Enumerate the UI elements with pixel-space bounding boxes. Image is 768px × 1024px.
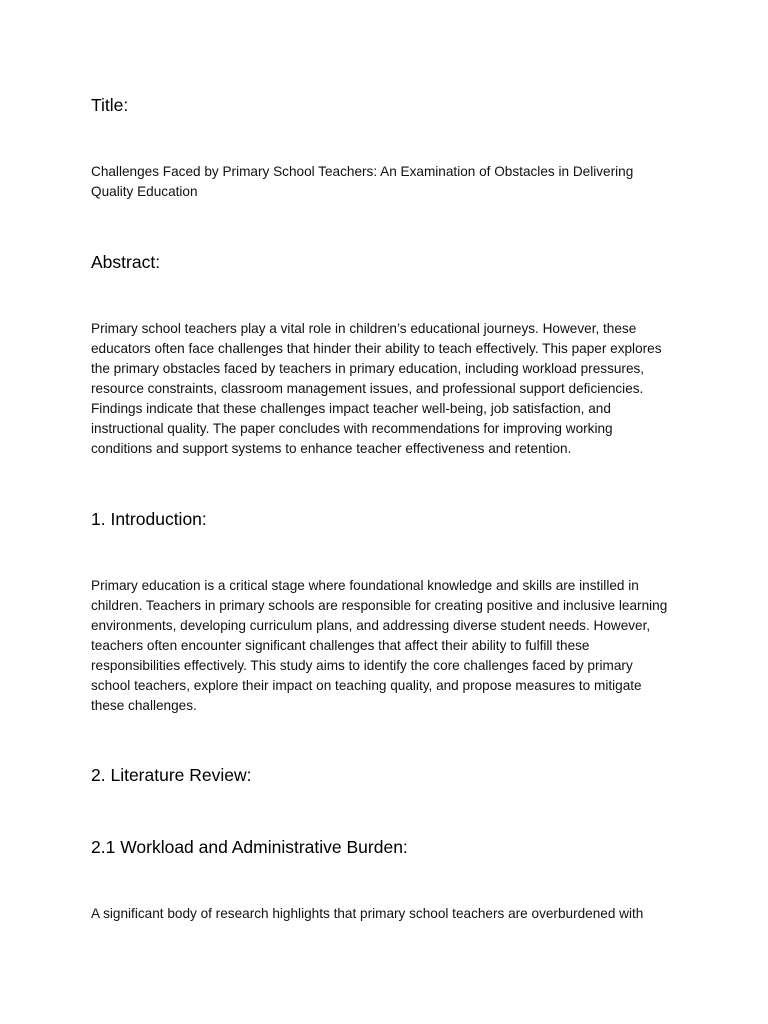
abstract-line: instructional quality. The paper concludes with recommendations for improving working: [91, 421, 613, 436]
workload-text: [91, 904, 691, 924]
abstract-heading: Abstract:: [91, 252, 161, 272]
workload-heading: 2.1 Workload and Administrative Burden:: [91, 837, 408, 857]
introduction-line: environments, developing curriculum plans, and addressing diverse student needs. However,: [91, 618, 651, 633]
introduction-line: children. Teachers in primary schools are responsible for creating positive and inclusive learning: [91, 598, 668, 613]
abstract-line: the primary obstacles faced by teachers in primary education, including workload pressures,: [91, 361, 645, 376]
abstract-line: resource constraints, classroom management issues, and professional support deficiencies.: [91, 381, 644, 396]
introduction-heading: 1. Introduction:: [91, 509, 207, 529]
title-line: Challenges Faced by Primary School Teachers: An Examination of Obstacles in Delivering: [91, 164, 634, 179]
abstract-line: educators often face challenges that hinder their ability to teach effectively. This paper explores: [91, 341, 662, 356]
introduction-line: teachers often encounter significant challenges that affect their ability to fulfill these: [91, 638, 590, 653]
introduction-text: [91, 576, 691, 716]
abstract-line: Primary school teachers play a vital role in children’s educational journeys. However, these: [91, 321, 637, 336]
title-heading: Title:: [91, 95, 129, 115]
introduction-line: responsibilities effectively. This study aims to identify the core challenges faced by primary: [91, 658, 633, 673]
title-text: [91, 162, 691, 202]
workload-line: A significant body of research highlights that primary school teachers are overburdened with: [91, 906, 644, 921]
introduction-line: Primary education is a critical stage where foundational knowledge and skills are instilled in: [91, 578, 639, 593]
abstract-text: [91, 319, 691, 459]
abstract-line: Findings indicate that these challenges impact teacher well-being, job satisfaction, and: [91, 401, 611, 416]
abstract-line: conditions and support systems to enhance teacher effectiveness and retention.: [91, 441, 572, 456]
literature-review-heading: 2. Literature Review:: [91, 765, 252, 785]
title-line: Quality Education: [91, 184, 198, 199]
introduction-line: these challenges.: [91, 698, 197, 713]
introduction-line: school teachers, explore their impact on teaching quality, and propose measures to mitigate: [91, 678, 642, 693]
